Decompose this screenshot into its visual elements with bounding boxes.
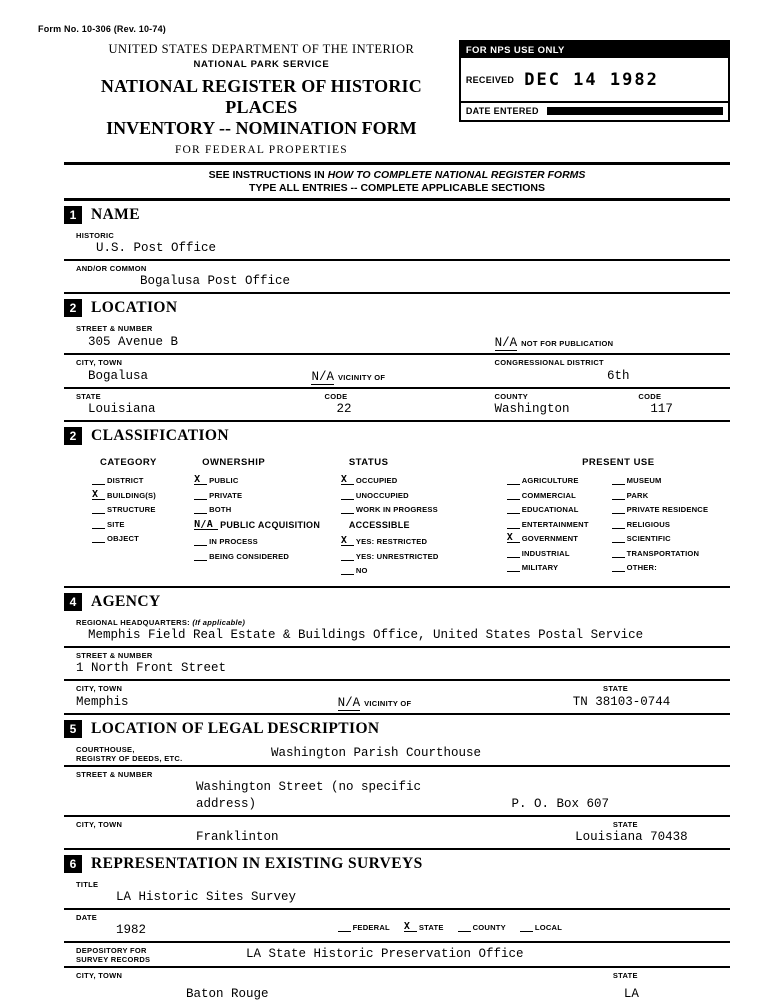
checkbox-mark — [194, 490, 207, 500]
checkbox-mark — [507, 562, 520, 572]
agency-city-field — [64, 681, 730, 715]
depository-field — [64, 943, 730, 968]
section-number-badge: 5 — [64, 720, 82, 738]
checkbox-label: ENTERTAINMENT — [521, 519, 589, 529]
present-use-right — [612, 475, 730, 577]
checkbox-local — [520, 922, 562, 932]
checkbox-religious — [612, 519, 730, 529]
survey-title-label: TITLE — [76, 879, 99, 889]
section-number-badge: 1 — [64, 206, 82, 224]
checkbox-work-in-progress — [341, 504, 507, 514]
public-acquisition-na: N/A — [194, 520, 218, 530]
county-label: COUNTY — [494, 392, 529, 401]
street-label: STREET & NUMBER — [76, 324, 153, 333]
checkbox-mark: X — [341, 475, 354, 485]
checkbox-commercial — [507, 490, 612, 500]
code-value-1: 22 — [336, 402, 352, 416]
checkbox-mark — [194, 536, 207, 546]
public-acquisition-subheader: N/A PUBLIC ACQUISITION — [194, 519, 321, 530]
checkbox-museum — [612, 475, 730, 485]
checkbox-private-residence — [612, 504, 730, 514]
checkbox-label: OBJECT — [107, 534, 140, 543]
ownership-header: OWNERSHIP — [202, 457, 266, 468]
checkbox-unoccupied — [341, 490, 507, 500]
checkbox-in-process — [194, 536, 341, 546]
checkbox-label: MUSEUM — [626, 476, 662, 485]
street-field — [64, 321, 730, 355]
section-title: LOCATION OF LEGAL DESCRIPTION — [91, 719, 380, 737]
checkbox-label: COMMERCIAL — [521, 490, 576, 500]
checkbox-military — [507, 562, 612, 572]
historic-label: HISTORIC — [76, 231, 115, 240]
not-for-publication-na: N/A — [494, 336, 518, 350]
checkbox-label: FEDERAL — [352, 923, 390, 932]
form-title-line2: INVENTORY -- NOMINATION FORM — [106, 118, 417, 138]
courthouse-label-line1: COURTHOUSE, — [76, 744, 135, 754]
checkbox-mark — [612, 562, 625, 572]
legal-street-value: Washington Street (no specific address) — [196, 779, 422, 811]
code-label-2: CODE — [638, 392, 662, 401]
checkbox-label: YES: RESTRICTED — [355, 537, 428, 546]
checkbox-park — [612, 490, 730, 500]
depository-value: LA State Historic Preservation Office — [246, 946, 524, 961]
section-title: NAME — [91, 206, 140, 223]
checkbox-transportation — [612, 548, 730, 558]
received-label: RECEIVED — [465, 74, 515, 85]
checkbox-mark: X — [92, 490, 105, 500]
section-number-badge: 6 — [64, 855, 82, 873]
checkbox-no — [341, 565, 507, 575]
surveys-city-value: Baton Rouge — [186, 986, 269, 1000]
checkbox-both — [194, 504, 341, 514]
checkbox-being-considered — [194, 551, 341, 561]
regional-hq-note: (If applicable) — [192, 617, 246, 627]
legal-street-label: STREET & NUMBER — [76, 769, 153, 779]
checkbox-agriculture — [507, 475, 612, 485]
park-service-title: NATIONAL PARK SERVICE — [193, 59, 330, 70]
agency-city-value: Memphis — [76, 694, 129, 709]
checkbox-label: BUILDING(S) — [107, 490, 157, 500]
city-value: Bogalusa — [88, 369, 149, 383]
checkbox-mark: X — [404, 922, 417, 932]
checkbox-mark — [194, 504, 207, 514]
checkbox-federal — [338, 922, 390, 932]
date-entered-label: DATE ENTERED — [465, 106, 539, 116]
surveys-state-label: STATE — [612, 970, 638, 980]
checkbox-label: COUNTY — [472, 923, 506, 932]
checkbox-educational — [507, 504, 612, 514]
checkbox-label: SITE — [107, 519, 125, 529]
checkbox-mark — [92, 533, 105, 543]
state-value: Louisiana — [88, 402, 156, 416]
not-for-publication-label: NOT FOR PUBLICATION — [521, 339, 614, 348]
survey-date-field — [64, 910, 730, 943]
accessible-subheader: ACCESSIBLE — [348, 520, 410, 530]
checkbox-yes-unrestricted — [341, 551, 507, 561]
checkbox-label: DISTRICT — [107, 476, 144, 485]
checkbox-label: STRUCTURE — [107, 505, 156, 514]
checkbox-object — [92, 533, 194, 543]
checkbox-mark — [92, 519, 105, 529]
agency-city-label: CITY, TOWN — [76, 683, 123, 693]
courthouse-label-line2: REGISTRY OF DEEDS, ETC. — [76, 753, 183, 763]
section-title: CLASSIFICATION — [91, 427, 229, 444]
survey-title-field — [64, 877, 730, 910]
agency-state-label: STATE — [603, 683, 629, 693]
section-number-badge: 2 — [64, 299, 82, 317]
checkbox-county — [458, 922, 506, 932]
section-location — [64, 294, 730, 422]
city-field — [64, 355, 730, 389]
common-name-value: Bogalusa Post Office — [140, 274, 291, 288]
checkbox-mark — [507, 548, 520, 558]
present-use-left — [507, 475, 612, 577]
checkbox-mark — [507, 519, 520, 529]
checkbox-mark: X — [341, 536, 354, 546]
checkbox-label: PRIVATE RESIDENCE — [626, 505, 709, 514]
legal-state-value: Louisiana 70438 — [575, 829, 688, 844]
regional-hq-value: Memphis Field Real Estate & Buildings Office, United States Postal Service — [88, 627, 644, 642]
status-header: STATUS — [348, 457, 389, 468]
instructions-line1: SEE INSTRUCTIONS IN HOW TO COMPLETE NATIONAL REGISTER FORMS — [208, 169, 586, 181]
checkbox-label: BEING CONSIDERED — [209, 551, 290, 561]
section-title: AGENCY — [91, 592, 161, 610]
checkbox-label: IN PROCESS — [209, 537, 258, 546]
section-location-header — [64, 294, 730, 321]
checkbox-structure — [92, 504, 194, 514]
checkbox-mark — [194, 551, 207, 561]
state-county-field — [64, 389, 730, 422]
survey-level-group — [338, 922, 730, 939]
legal-street-field — [64, 767, 730, 817]
checkbox-buildings — [92, 490, 194, 500]
instructions-line1-italic: HOW TO COMPLETE NATIONAL REGISTER FORMS — [327, 169, 586, 181]
agency-state-value: TN 38103-0744 — [572, 694, 671, 709]
checkbox-mark — [612, 519, 625, 529]
checkbox-mark — [92, 504, 105, 514]
depository-label-line2: SURVEY RECORDS — [76, 954, 151, 964]
section-surveys-header — [64, 850, 730, 877]
checkbox-industrial — [507, 548, 612, 558]
section-surveys — [64, 850, 730, 1000]
depository-label-line1: DEPOSITORY FOR — [76, 945, 147, 955]
checkbox-mark — [612, 475, 625, 485]
legal-city-field — [64, 817, 730, 850]
section-classification — [64, 422, 730, 588]
present-use-header: PRESENT USE — [582, 457, 655, 468]
agency-street-field — [64, 648, 730, 681]
section-legal-header — [64, 715, 730, 742]
agency-vicinity-of — [338, 693, 502, 711]
checkbox-label: MILITARY — [521, 563, 559, 572]
checkbox-mark — [507, 475, 520, 485]
code-label-1: CODE — [324, 392, 348, 401]
legal-city-label: CITY, TOWN — [76, 819, 123, 829]
section-number-badge: 2 — [64, 427, 82, 445]
regional-hq-label: REGIONAL HEADQUARTERS: (If applicable) — [76, 617, 246, 627]
common-name-field — [64, 261, 730, 294]
vicinity-of — [311, 367, 494, 385]
checkbox-other — [612, 562, 730, 572]
checkbox-label: AGRICULTURE — [521, 476, 579, 485]
checkbox-mark — [341, 565, 354, 575]
form-title-line1: NATIONAL REGISTER OF HISTORIC PLACES — [100, 76, 422, 117]
checkbox-label: LOCAL — [534, 923, 563, 932]
date-entered-fill-bar — [547, 107, 723, 115]
congressional-district-label: CONGRESSIONAL DISTRICT — [494, 358, 604, 367]
agency-street-value: 1 North Front Street — [76, 660, 227, 675]
surveys-city-field — [64, 968, 730, 1000]
category-column — [92, 457, 194, 580]
checkbox-label: OTHER: — [626, 563, 657, 572]
street-value: 305 Avenue B — [88, 335, 179, 349]
checkbox-scientific — [612, 533, 730, 543]
checkbox-occupied — [341, 475, 507, 485]
section-agency — [64, 588, 730, 715]
checkbox-district — [92, 475, 194, 485]
not-for-publication — [495, 333, 730, 351]
checkbox-label: YES: UNRESTRICTED — [355, 551, 439, 561]
nps-use-only-label: FOR NPS USE ONLY — [461, 42, 728, 58]
section-title: REPRESENTATION IN EXISTING SURVEYS — [91, 854, 423, 872]
checkbox-yes-restricted — [341, 536, 507, 546]
nps-use-only-box — [459, 40, 730, 122]
agency-vicinity-na: N/A — [337, 695, 361, 710]
checkbox-label: SCIENTIFIC — [626, 534, 671, 543]
courthouse-value: Washington Parish Courthouse — [271, 745, 482, 760]
checkbox-mark — [612, 533, 625, 543]
checkbox-label: UNOCCUPIED — [355, 490, 409, 500]
surveys-state-value: LA — [623, 986, 639, 1000]
agency-street-label: STREET & NUMBER — [76, 650, 153, 660]
checkbox-mark — [341, 504, 354, 514]
checkbox-mark — [341, 490, 354, 500]
checkbox-mark — [612, 490, 625, 500]
department-title: UNITED STATES DEPARTMENT OF THE INTERIOR — [108, 42, 415, 56]
checkbox-mark — [507, 504, 520, 514]
vicinity-na: N/A — [311, 370, 334, 384]
section-classification-header — [64, 422, 730, 449]
regional-hq-field — [64, 615, 730, 648]
county-value: Washington — [494, 402, 570, 416]
common-name-label: AND/OR COMMON — [76, 264, 147, 273]
checkbox-public — [194, 475, 341, 485]
checkbox-mark — [612, 504, 625, 514]
checkbox-label: WORK IN PROGRESS — [355, 505, 438, 514]
checkbox-label: GOVERNMENT — [521, 534, 579, 543]
checkbox-mark — [92, 475, 105, 485]
code-value-2: 117 — [650, 402, 673, 416]
checkbox-label: PUBLIC — [209, 476, 239, 485]
checkbox-mark — [458, 922, 471, 932]
ownership-column — [194, 457, 341, 580]
checkbox-label: STATE — [418, 923, 444, 932]
instructions-line2: TYPE ALL ENTRIES -- COMPLETE APPLICABLE SECTIONS — [249, 182, 545, 194]
checkbox-label: TRANSPORTATION — [626, 548, 700, 558]
legal-po-box-value: P. O. Box 607 — [511, 796, 609, 811]
survey-title-value: LA Historic Sites Survey — [116, 889, 297, 904]
surveys-city-label: CITY, TOWN — [76, 970, 123, 980]
checkbox-label: RELIGIOUS — [626, 519, 671, 529]
checkbox-mark — [520, 922, 533, 932]
survey-date-label: DATE — [76, 912, 98, 922]
checkbox-site — [92, 519, 194, 529]
category-header: CATEGORY — [100, 457, 157, 468]
historic-field — [64, 228, 730, 261]
section-agency-header — [64, 588, 730, 615]
status-column — [341, 457, 507, 580]
form-number: Form No. 10-306 (Rev. 10-74) — [38, 24, 166, 34]
received-date-stamp: DEC 14 1982 — [524, 69, 659, 90]
instructions-block — [64, 165, 730, 198]
form-subtitle: FOR FEDERAL PROPERTIES — [174, 144, 348, 156]
classification-grid — [64, 449, 730, 588]
section-legal — [64, 715, 730, 850]
checkbox-government — [507, 533, 612, 543]
checkbox-mark: X — [194, 475, 207, 485]
checkbox-entertainment — [507, 519, 612, 529]
checkbox-mark — [507, 490, 520, 500]
checkbox-mark — [338, 922, 351, 932]
historic-value: U.S. Post Office — [96, 241, 217, 255]
vicinity-label: VICINITY OF — [337, 373, 386, 382]
courthouse-field — [64, 742, 730, 767]
city-label: CITY, TOWN — [76, 358, 123, 367]
checkbox-label: EDUCATIONAL — [521, 505, 579, 514]
form-header — [64, 40, 730, 156]
survey-date-value: 1982 — [116, 922, 147, 937]
checkbox-label: OCCUPIED — [355, 476, 398, 485]
checkbox-mark: X — [507, 533, 520, 543]
checkbox-label: PARK — [626, 490, 649, 500]
checkbox-label: BOTH — [209, 505, 232, 514]
checkbox-state — [404, 922, 444, 932]
legal-city-value: Franklinton — [196, 829, 279, 844]
congressional-district-value: 6th — [607, 369, 630, 383]
section-title: LOCATION — [91, 299, 178, 316]
section-name — [64, 201, 730, 294]
checkbox-label: INDUSTRIAL — [521, 548, 570, 558]
checkbox-mark — [341, 551, 354, 561]
agency-vicinity-label: VICINITY OF — [364, 698, 412, 708]
checkbox-private — [194, 490, 341, 500]
state-label: STATE — [76, 392, 101, 401]
section-number-badge: 4 — [64, 593, 82, 611]
present-use-column — [507, 457, 730, 580]
checkbox-label: NO — [355, 566, 368, 575]
legal-state-label: STATE — [612, 819, 638, 829]
checkbox-mark — [612, 548, 625, 558]
checkbox-label: PRIVATE — [209, 490, 243, 500]
section-name-header — [64, 201, 730, 228]
